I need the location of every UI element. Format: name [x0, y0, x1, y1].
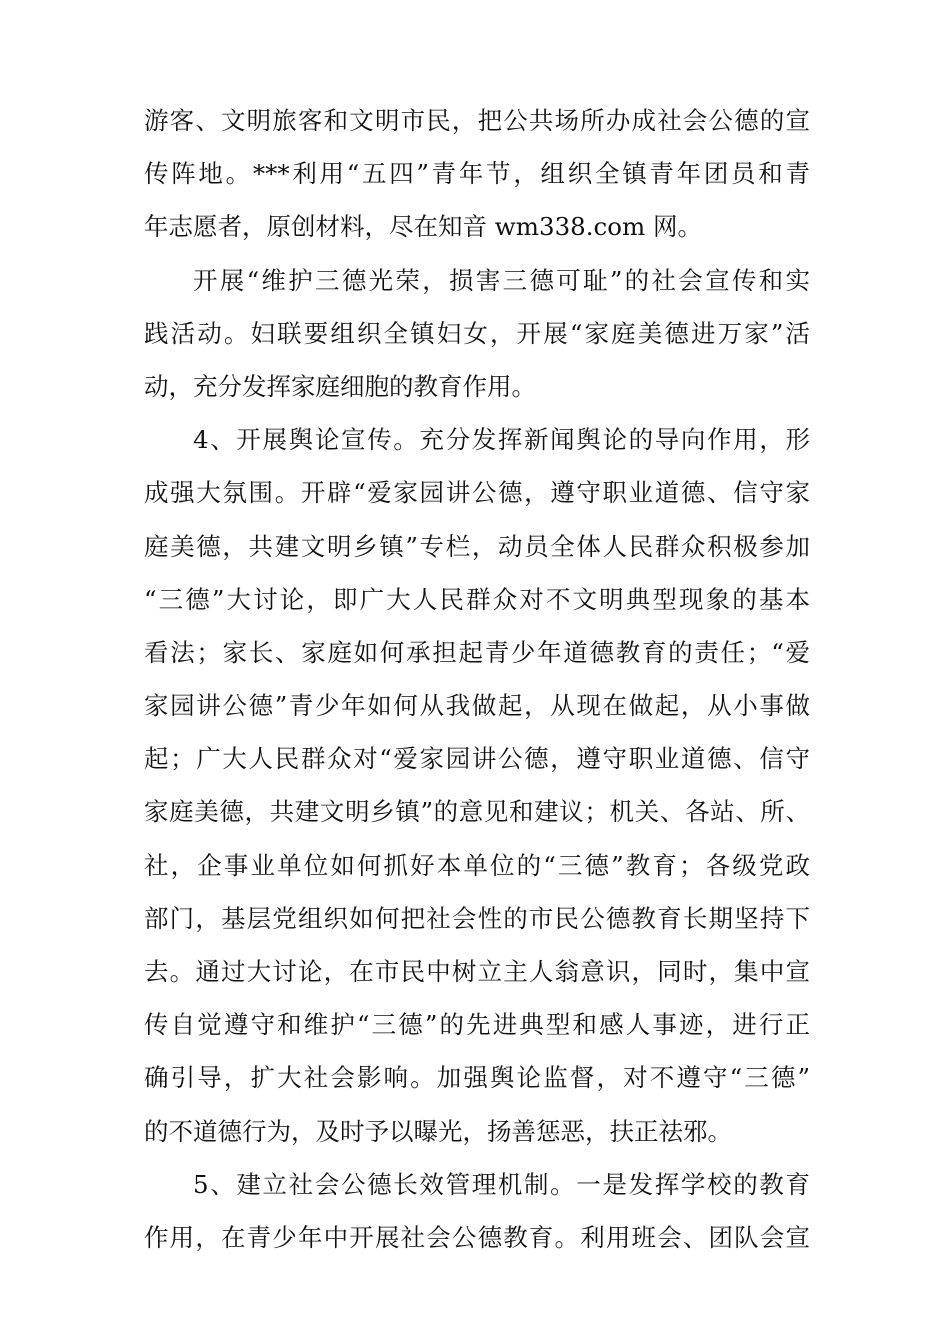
- paragraph-first-line: 开展“维护三德光荣，损害三德可耻”的社会宣传和实: [193, 265, 810, 295]
- text-line: 看法；家长、家庭如何承担起青少年道德教育的责任；“爱: [144, 637, 810, 667]
- text-line: 家园讲公德”青少年如何从我做起，从现在做起，从小事做: [144, 691, 810, 721]
- text-line: 去。通过大讨论，在市民中树立主人翁意识，同时，集中宣: [144, 957, 810, 986]
- paragraph-first-line: 5、建立社会公德长效管理机制。一是发挥学校的教育: [193, 1169, 810, 1199]
- text-line: 庭美德，共建文明乡镇”专栏，动员全体人民群众积极参加: [144, 531, 810, 561]
- text-line: 传自觉遵守和维护“三德”的先进典型和感人事迹，进行正: [144, 1010, 810, 1040]
- text-line: 确引导，扩大社会影响。加强舆论监督，对不遵守“三德”: [144, 1063, 810, 1093]
- text-line: 作用，在青少年中开展社会公德教育。利用班会、团队会宣: [144, 1222, 810, 1252]
- body-text: [144, 94, 810, 1264]
- text-line: 部门，基层党组织如何把社会性的市民公德教育长期坚持下: [144, 903, 810, 933]
- text-line: 动，充分发挥家庭细胞的教育作用。: [144, 371, 536, 401]
- text-line: 践活动。妇联要组织全镇妇女，开展“家庭美德进万家”活: [144, 318, 810, 348]
- text-line: 传阵地。***利用“五四”青年节，组织全镇青年团员和青: [144, 159, 810, 189]
- text-line: “三德”大讨论，即广大人民群众对不文明典型现象的基本: [144, 584, 810, 614]
- text-line: 起；广大人民群众对“爱家园讲公德，遵守职业道德、信守: [144, 744, 810, 774]
- text-line: 家庭美德，共建文明乡镇”的意见和建议；机关、各站、所、: [144, 797, 810, 827]
- paragraph-first-line: 4、开展舆论宣传。充分发挥新闻舆论的导向作用，形: [193, 425, 810, 455]
- text-line: 的不道德行为，及时予以曝光，扬善惩恶，扶正祛邪。: [144, 1116, 732, 1146]
- text-line: 游客、文明旅客和文明市民，把公共场所办成社会公德的宣: [144, 106, 810, 135]
- text-line: 成强大氛围。开辟“爱家园讲公德，遵守职业道德、信守家: [144, 478, 810, 508]
- text-line: 社，企事业单位如何抓好本单位的“三德”教育；各级党政: [144, 850, 810, 880]
- text-line: 年志愿者，原创材料，尽在知音 wm338.com 网。: [144, 212, 703, 242]
